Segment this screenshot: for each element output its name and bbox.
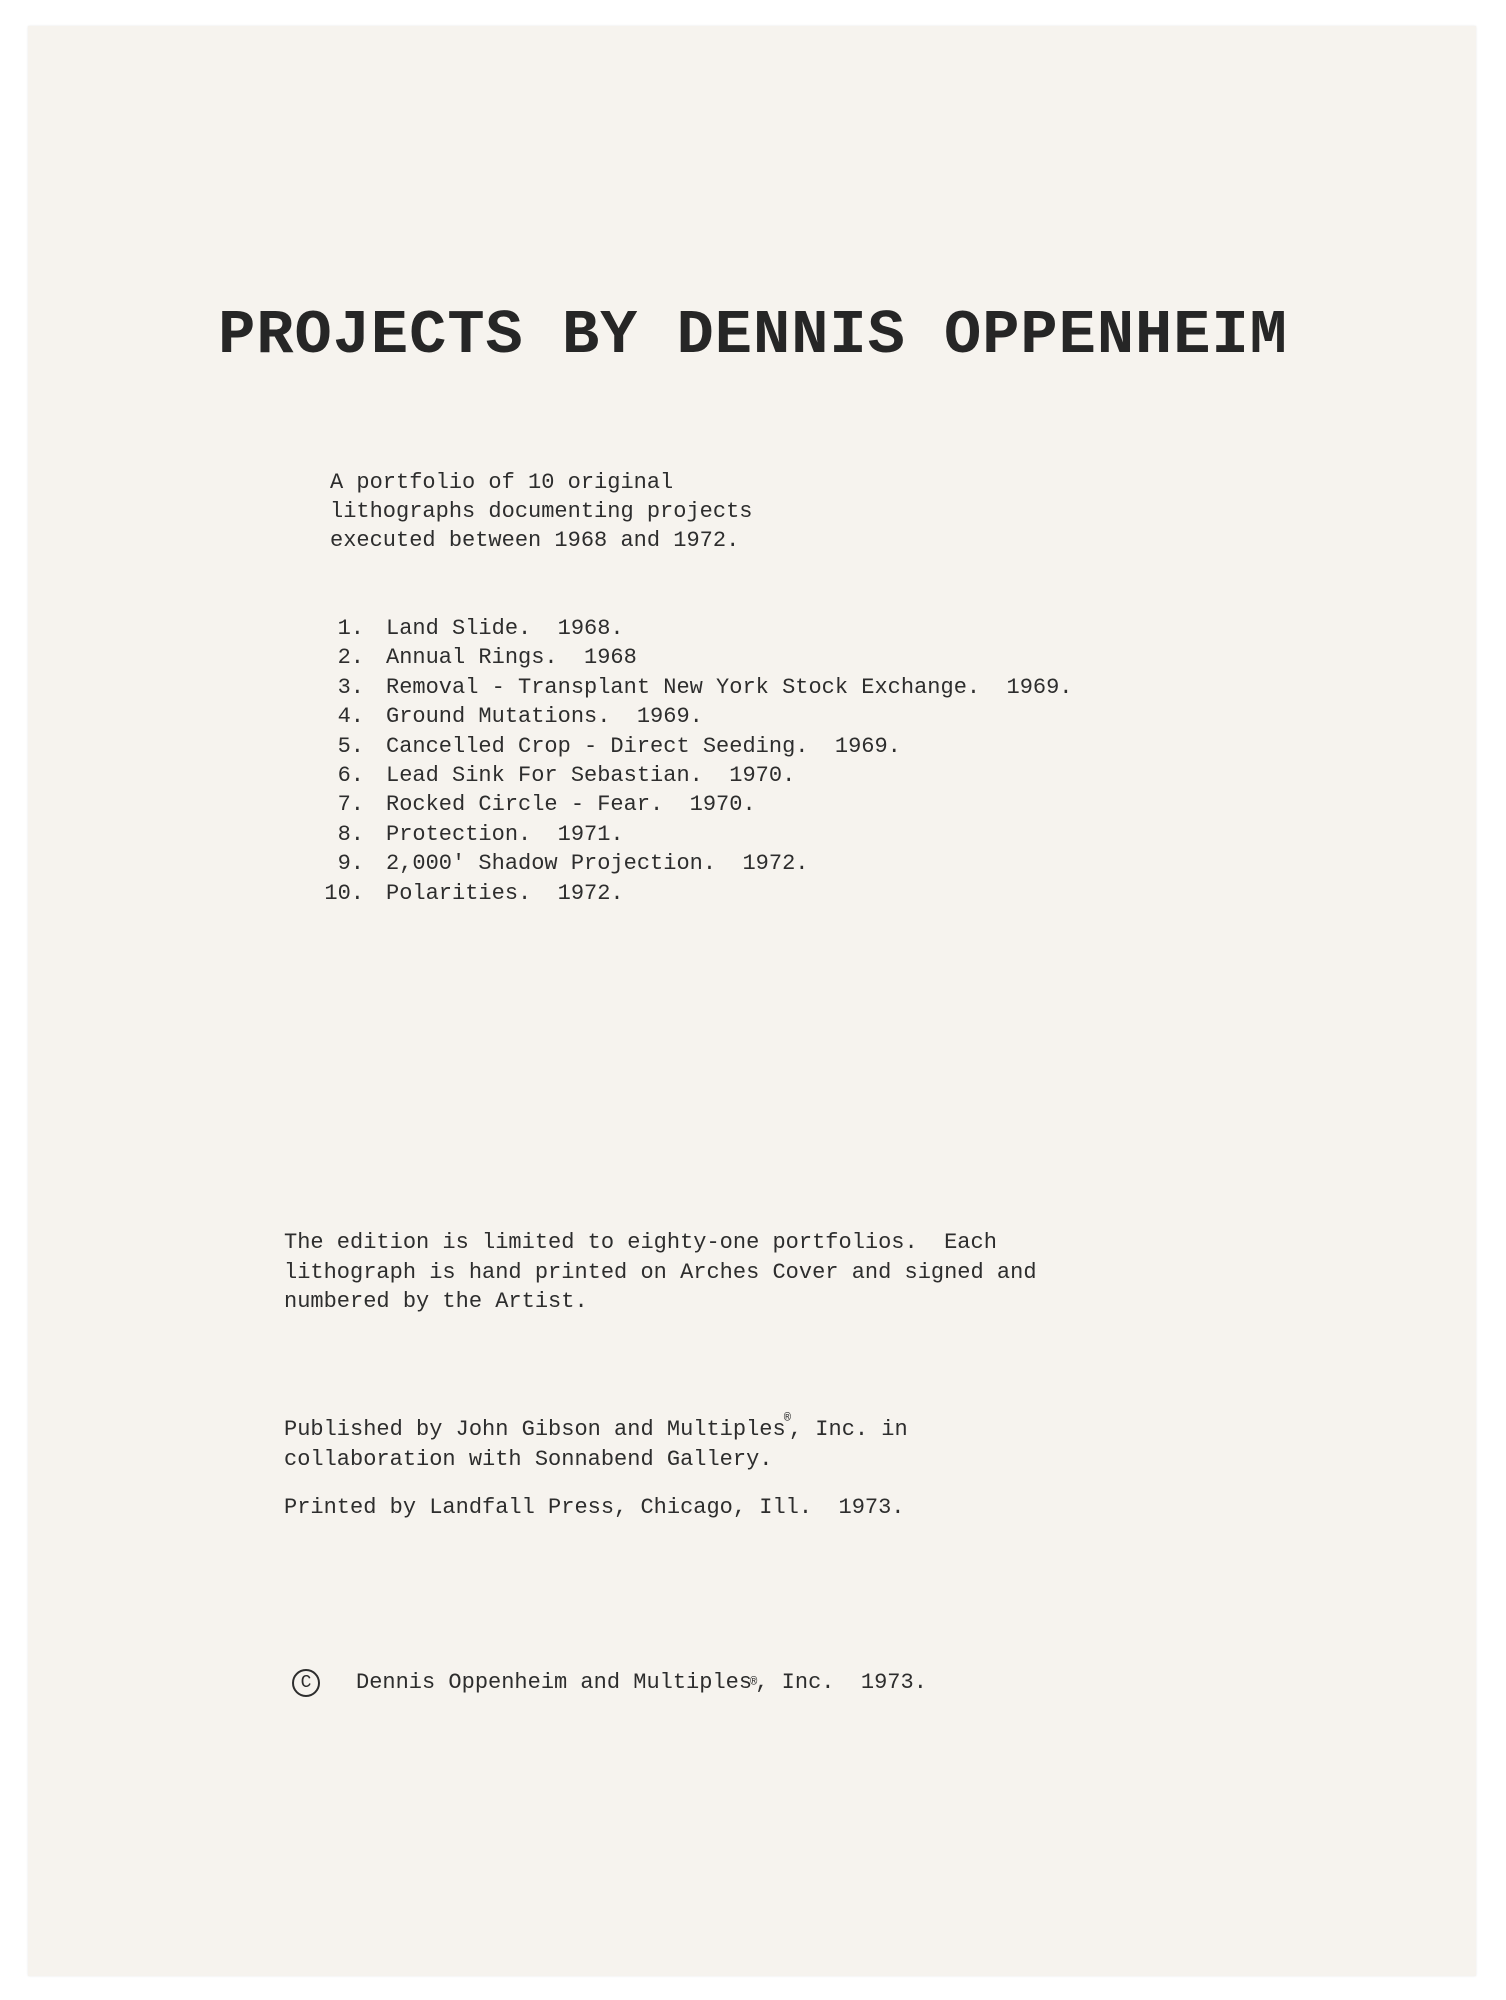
copyright-icon: C (292, 1669, 320, 1697)
item-title: Ground Mutations. 1969. (386, 704, 703, 730)
publisher-line: collaboration with Sonnabend Gallery. (284, 1446, 773, 1472)
list-item (312, 643, 1073, 672)
item-number: 10. (324, 880, 364, 906)
list-item (312, 614, 1073, 643)
list-item (312, 879, 1073, 908)
publisher-text: Published by John Gibson and Multiples (284, 1417, 786, 1442)
list-item (312, 702, 1073, 731)
printer-line: Printed by Landfall Press, Chicago, Ill. 1973. (284, 1495, 905, 1520)
item-title: 2,000' Shadow Projection. 1972. (386, 851, 809, 877)
item-number: 5. (337, 733, 364, 759)
item-title: Cancelled Crop - Direct Seeding. 1969. (386, 733, 901, 759)
list-item (312, 761, 1073, 790)
page-title: PROJECTS BY DENNIS OPPENHEIM (218, 300, 1288, 371)
list-item (312, 673, 1073, 702)
edition-statement (284, 1228, 1037, 1317)
intro-line: executed between 1968 and 1972. (330, 528, 740, 553)
list-item (312, 820, 1073, 849)
item-title: Rocked Circle - Fear. 1970. (386, 792, 756, 818)
item-number: 3. (337, 674, 364, 700)
publisher-line (284, 1404, 908, 1445)
registered-mark: ® (750, 1675, 758, 1689)
publisher-text: , Inc. in (788, 1417, 908, 1442)
item-number: 7. (337, 792, 364, 818)
intro-line: A portfolio of 10 original (330, 470, 674, 495)
list-item (312, 790, 1073, 819)
item-title: Lead Sink For Sebastian. 1970. (386, 763, 796, 789)
printer-statement (284, 1493, 905, 1523)
portfolio-description (330, 468, 752, 555)
registered-mark: ® (783, 1411, 791, 1425)
edition-line: The edition is limited to eighty-one portfolios. Each (284, 1230, 997, 1255)
item-number: 8. (337, 821, 364, 847)
edition-line: lithograph is hand printed on Arches Cover and signed and (284, 1259, 1037, 1285)
copyright-text: Dennis Oppenheim and Multiples (356, 1670, 753, 1695)
item-number: 9. (337, 851, 364, 877)
item-number: 4. (337, 704, 364, 730)
item-number: 2. (337, 645, 364, 671)
works-list (312, 614, 1073, 908)
list-item (312, 732, 1073, 761)
item-title: Land Slide. 1968. (386, 616, 624, 641)
item-title: Protection. 1971. (386, 821, 624, 847)
list-item (312, 849, 1073, 878)
item-number: 1. (337, 616, 364, 641)
intro-line: lithographs documenting projects (330, 499, 753, 524)
item-title: Polarities. 1972. (386, 880, 624, 906)
item-number: 6. (337, 763, 364, 789)
copyright-text: , Inc. 1973. (755, 1670, 927, 1695)
item-title: Removal - Transplant New York Stock Exchange. 1969. (386, 674, 1073, 700)
copyright-notice (292, 1668, 927, 1697)
edition-line: numbered by the Artist. (284, 1289, 588, 1314)
publisher-statement (284, 1404, 908, 1474)
item-title: Annual Rings. 1968 (386, 645, 637, 671)
